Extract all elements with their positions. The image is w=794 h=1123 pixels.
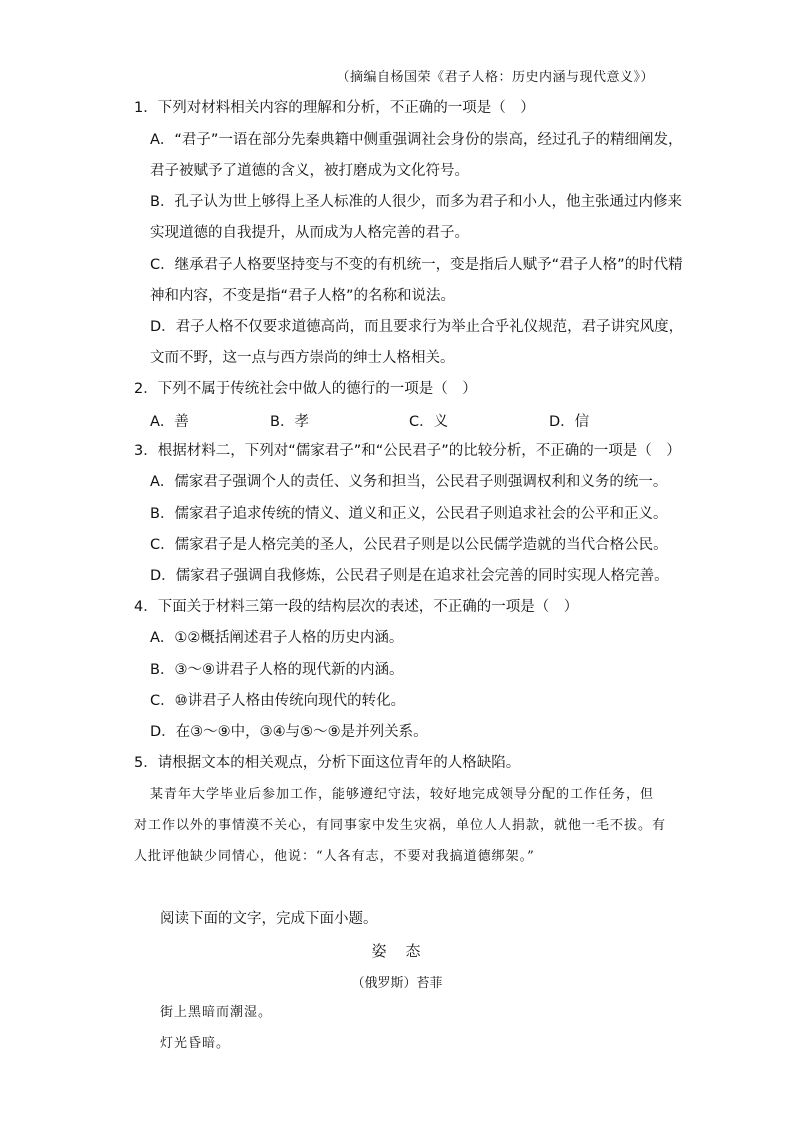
question-3-option-b: B．儒家君子追求传统的情义、道义和正义，公民君子则追求社会的公平和正义。 xyxy=(150,506,668,522)
question-4-option-b: B．③～⑨讲君子人格的现代新的内涵。 xyxy=(150,662,404,678)
source-citation: （摘编自杨国荣《君子人格：历史内涵与现代意义》） xyxy=(336,70,654,85)
question-1-option-a-line-2: 君子被赋予了道德的含义，被打磨成为文化符号。 xyxy=(150,163,469,179)
question-1-stem: 1．下列对材料相关内容的理解和分析，不正确的一项是（ ） xyxy=(134,100,535,116)
question-5-passage-line-3: 人批评他缺少同情心，他说：“人各有志，不要对我搞道德绑架。” xyxy=(134,849,535,864)
question-1-option-c-line-2: 神和内容，不变是指“君子人格”的名称和说法。 xyxy=(150,288,456,304)
question-2-option-c: C．义 xyxy=(409,414,449,430)
question-4-option-a: A．①②概括阐述君子人格的历史内涵。 xyxy=(150,630,404,646)
question-1-option-c-line-1: C．继承君子人格要坚持变与不变的有机统一，变是指后人赋予“君子人格”的时代精 xyxy=(150,257,683,273)
reading-title: 姿 态 xyxy=(371,942,423,960)
reading-line-1: 街上黑暗而潮湿。 xyxy=(160,1005,273,1020)
question-1-option-d-line-1: D．君子人格不仅要求道德高尚，而且要求行为举止合乎礼仪规范，君子讲究风度， xyxy=(150,319,684,335)
question-1-option-b-line-1: B．孔子认为世上够得上圣人标准的人很少，而多为君子和小人，他主张通过内修来 xyxy=(150,194,682,210)
question-5-passage-line-2: 对工作以外的事情漠不关心，有同事家中发生灾祸，单位人人捐款，就他一毛不拔。有 xyxy=(134,818,667,833)
question-1-option-b-line-2: 实现道德的自我提升，从而成为人格完善的君子。 xyxy=(150,225,469,241)
question-4-option-d: D．在③～⑨中，③④与⑤～⑨是并列关系。 xyxy=(150,724,428,740)
question-5-stem: 5．请根据文本的相关观点，分析下面这位青年的人格缺陷。 xyxy=(134,755,521,771)
question-5-passage-line-1: 某青年大学毕业后参加工作，能够遵纪守法，较好地完成领导分配的工作任务，但 xyxy=(150,787,655,802)
question-2-option-b: B．孝 xyxy=(270,414,309,430)
question-3-option-d: D．儒家君子强调自我修炼，公民君子则是在追求社会完善的同时实现人格完善。 xyxy=(150,568,669,584)
question-3-option-a: A．儒家君子强调个人的责任、义务和担当，公民君子则强调权利和义务的统一。 xyxy=(150,474,668,490)
question-4-option-c: C．⑩讲君子人格由传统向现代的转化。 xyxy=(150,693,406,709)
question-1-option-a-line-1: A．“君子”一语在部分先秦典籍中侧重强调社会身份的崇高，经过孔子的精细阐发， xyxy=(150,132,683,148)
question-2-option-a: A．善 xyxy=(150,414,189,430)
question-2-stem: 2．下列不属于传统社会中做人的德行的一项是（ ） xyxy=(134,381,477,397)
question-3-option-c: C．儒家君子是人格完美的圣人，公民君子则是以公民儒学造就的当代合格公民。 xyxy=(150,537,668,553)
question-2-options xyxy=(150,410,670,430)
reading-line-2: 灯光昏暗。 xyxy=(160,1036,231,1051)
reading-instruction: 阅读下面的文字，完成下面小题。 xyxy=(160,911,378,927)
question-4-stem: 4．下面关于材料三第一段的结构层次的表述，不正确的一项是（ ） xyxy=(134,599,579,615)
question-2-option-d: D．信 xyxy=(549,414,590,430)
question-3-stem: 3．根据材料二，下列对“儒家君子”和“公民君子”的比较分析，不正确的一项是（ ） xyxy=(134,443,681,459)
reading-author: （俄罗斯）苔菲 xyxy=(351,976,443,991)
question-1-option-d-line-2: 文而不野，这一点与西方崇尚的绅士人格相关。 xyxy=(150,350,455,366)
